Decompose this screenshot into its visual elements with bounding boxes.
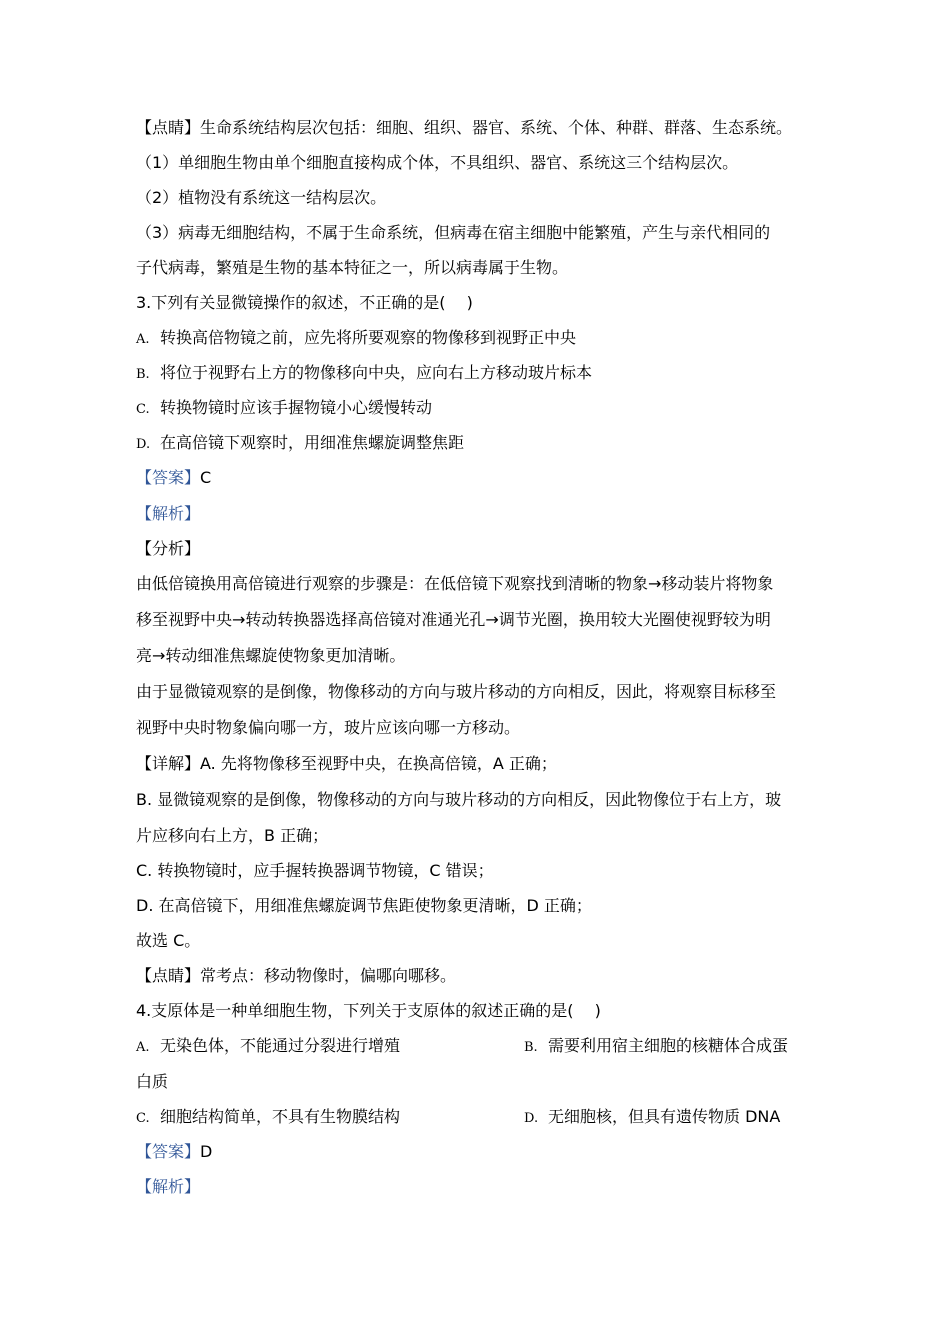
q3-detail-line-4: C. 转换物镜时，应手握转换器调节物镜，C 错误； <box>136 861 494 880</box>
q3-answer <box>136 467 836 489</box>
q3-fenxi-tag: 【分析】 <box>136 539 201 558</box>
q4-option-d <box>524 1106 780 1130</box>
q3-option-b <box>136 362 836 386</box>
q4-answer <box>136 1141 836 1163</box>
q3-analysis-line-1: 由低倍镜换用高倍镜进行观察的步骤是：在低倍镜下观察找到清晰的物象→移动装片将物象 <box>136 574 774 593</box>
option-label: B. <box>136 367 150 382</box>
dianjing-line-2: （1）单细胞生物由单个细胞直接构成个体，不具组织、器官、系统这三个结构层次。 <box>136 153 739 172</box>
option-text: 细胞结构简单，不具有生物膜结构 <box>160 1107 401 1126</box>
q4-option-c <box>136 1106 516 1130</box>
q4-option-b-wrap: 白质 <box>136 1072 169 1091</box>
option-text: 需要利用宿主细胞的核糖体合成蛋 <box>548 1036 789 1055</box>
q3-detail-line-2: B. 显微镜观察的是倒像，物像移动的方向与玻片移动的方向相反，因此物像位于右上方，玻 <box>136 790 782 809</box>
option-label: A. <box>136 1040 150 1055</box>
answer-tag: 【答案】 <box>136 468 201 487</box>
q3-analysis-line-5: 视野中央时物象偏向哪一方，玻片应该向哪一方移动。 <box>136 718 521 737</box>
option-label: C. <box>136 1111 150 1126</box>
q3-detail-line-5: D. 在高倍镜下，用细准焦螺旋调节焦距使物象更清晰，D 正确； <box>136 896 592 915</box>
q4-jiexi-tag: 【解析】 <box>136 1177 201 1196</box>
answer-value: D <box>200 1142 213 1161</box>
option-label: D. <box>524 1111 539 1126</box>
q3-option-d <box>136 432 836 456</box>
q4-option-b <box>524 1035 788 1059</box>
q4-option-a <box>136 1035 516 1059</box>
q3-detail-line-3: 片应移向右上方，B 正确； <box>136 826 329 845</box>
option-text: 转换高倍物镜之前，应先将所要观察的物像移到视野正中央 <box>160 328 577 347</box>
option-text: 在高倍镜下观察时，用细准焦螺旋调整焦距 <box>160 433 465 452</box>
q3-detail-line-1: 【详解】A. 先将物像移至视野中央，在换高倍镜，A 正确； <box>136 754 557 773</box>
option-label: B. <box>524 1040 538 1055</box>
dianjing-line-1: 【点睛】生命系统结构层次包括：细胞、组织、器官、系统、个体、种群、群落、生态系统。 <box>136 118 793 137</box>
q4-stem: 4.支原体是一种单细胞生物，下列关于支原体的叙述正确的是( ) <box>136 1001 601 1020</box>
q3-analysis-line-4: 由于显微镜观察的是倒像，物像移动的方向与玻片移动的方向相反，因此，将观察目标移至 <box>136 682 777 701</box>
option-text: 转换物镜时应该手握物镜小心缓慢转动 <box>160 398 433 417</box>
answer-value: C <box>200 468 212 487</box>
q3-analysis-line-2: 移至视野中央→转动转换器选择高倍镜对准通光孔→调节光圈，换用较大光圈使视野较为明 <box>136 610 771 629</box>
dianjing-line-5: 子代病毒，繁殖是生物的基本特征之一，所以病毒属于生物。 <box>136 258 569 277</box>
q3-detail-line-6: 故选 C。 <box>136 931 201 950</box>
q3-option-a <box>136 327 836 351</box>
option-text: 无细胞核，但具有遗传物质 DNA <box>548 1107 781 1126</box>
dianjing-line-3: （2）植物没有系统这一结构层次。 <box>136 188 387 207</box>
q3-stem: 3.下列有关显微镜操作的叙述，不正确的是( ) <box>136 293 473 312</box>
q3-dianjing: 【点睛】常考点：移动物像时，偏哪向哪移。 <box>136 966 457 985</box>
dianjing-line-4: （3）病毒无细胞结构，不属于生命系统，但病毒在宿主细胞中能繁殖，产生与亲代相同的 <box>136 223 771 242</box>
option-label: C. <box>136 402 150 417</box>
option-text: 将位于视野右上方的物像移向中央，应向右上方移动玻片标本 <box>160 363 593 382</box>
option-label: D. <box>136 437 151 452</box>
q3-jiexi-tag: 【解析】 <box>136 504 201 523</box>
option-text: 无染色体，不能通过分裂进行增殖 <box>160 1036 401 1055</box>
q3-option-c <box>136 397 836 421</box>
q3-analysis-line-3: 亮→转动细准焦螺旋使物象更加清晰。 <box>136 646 406 665</box>
option-label: A. <box>136 332 150 347</box>
answer-tag: 【答案】 <box>136 1142 201 1161</box>
